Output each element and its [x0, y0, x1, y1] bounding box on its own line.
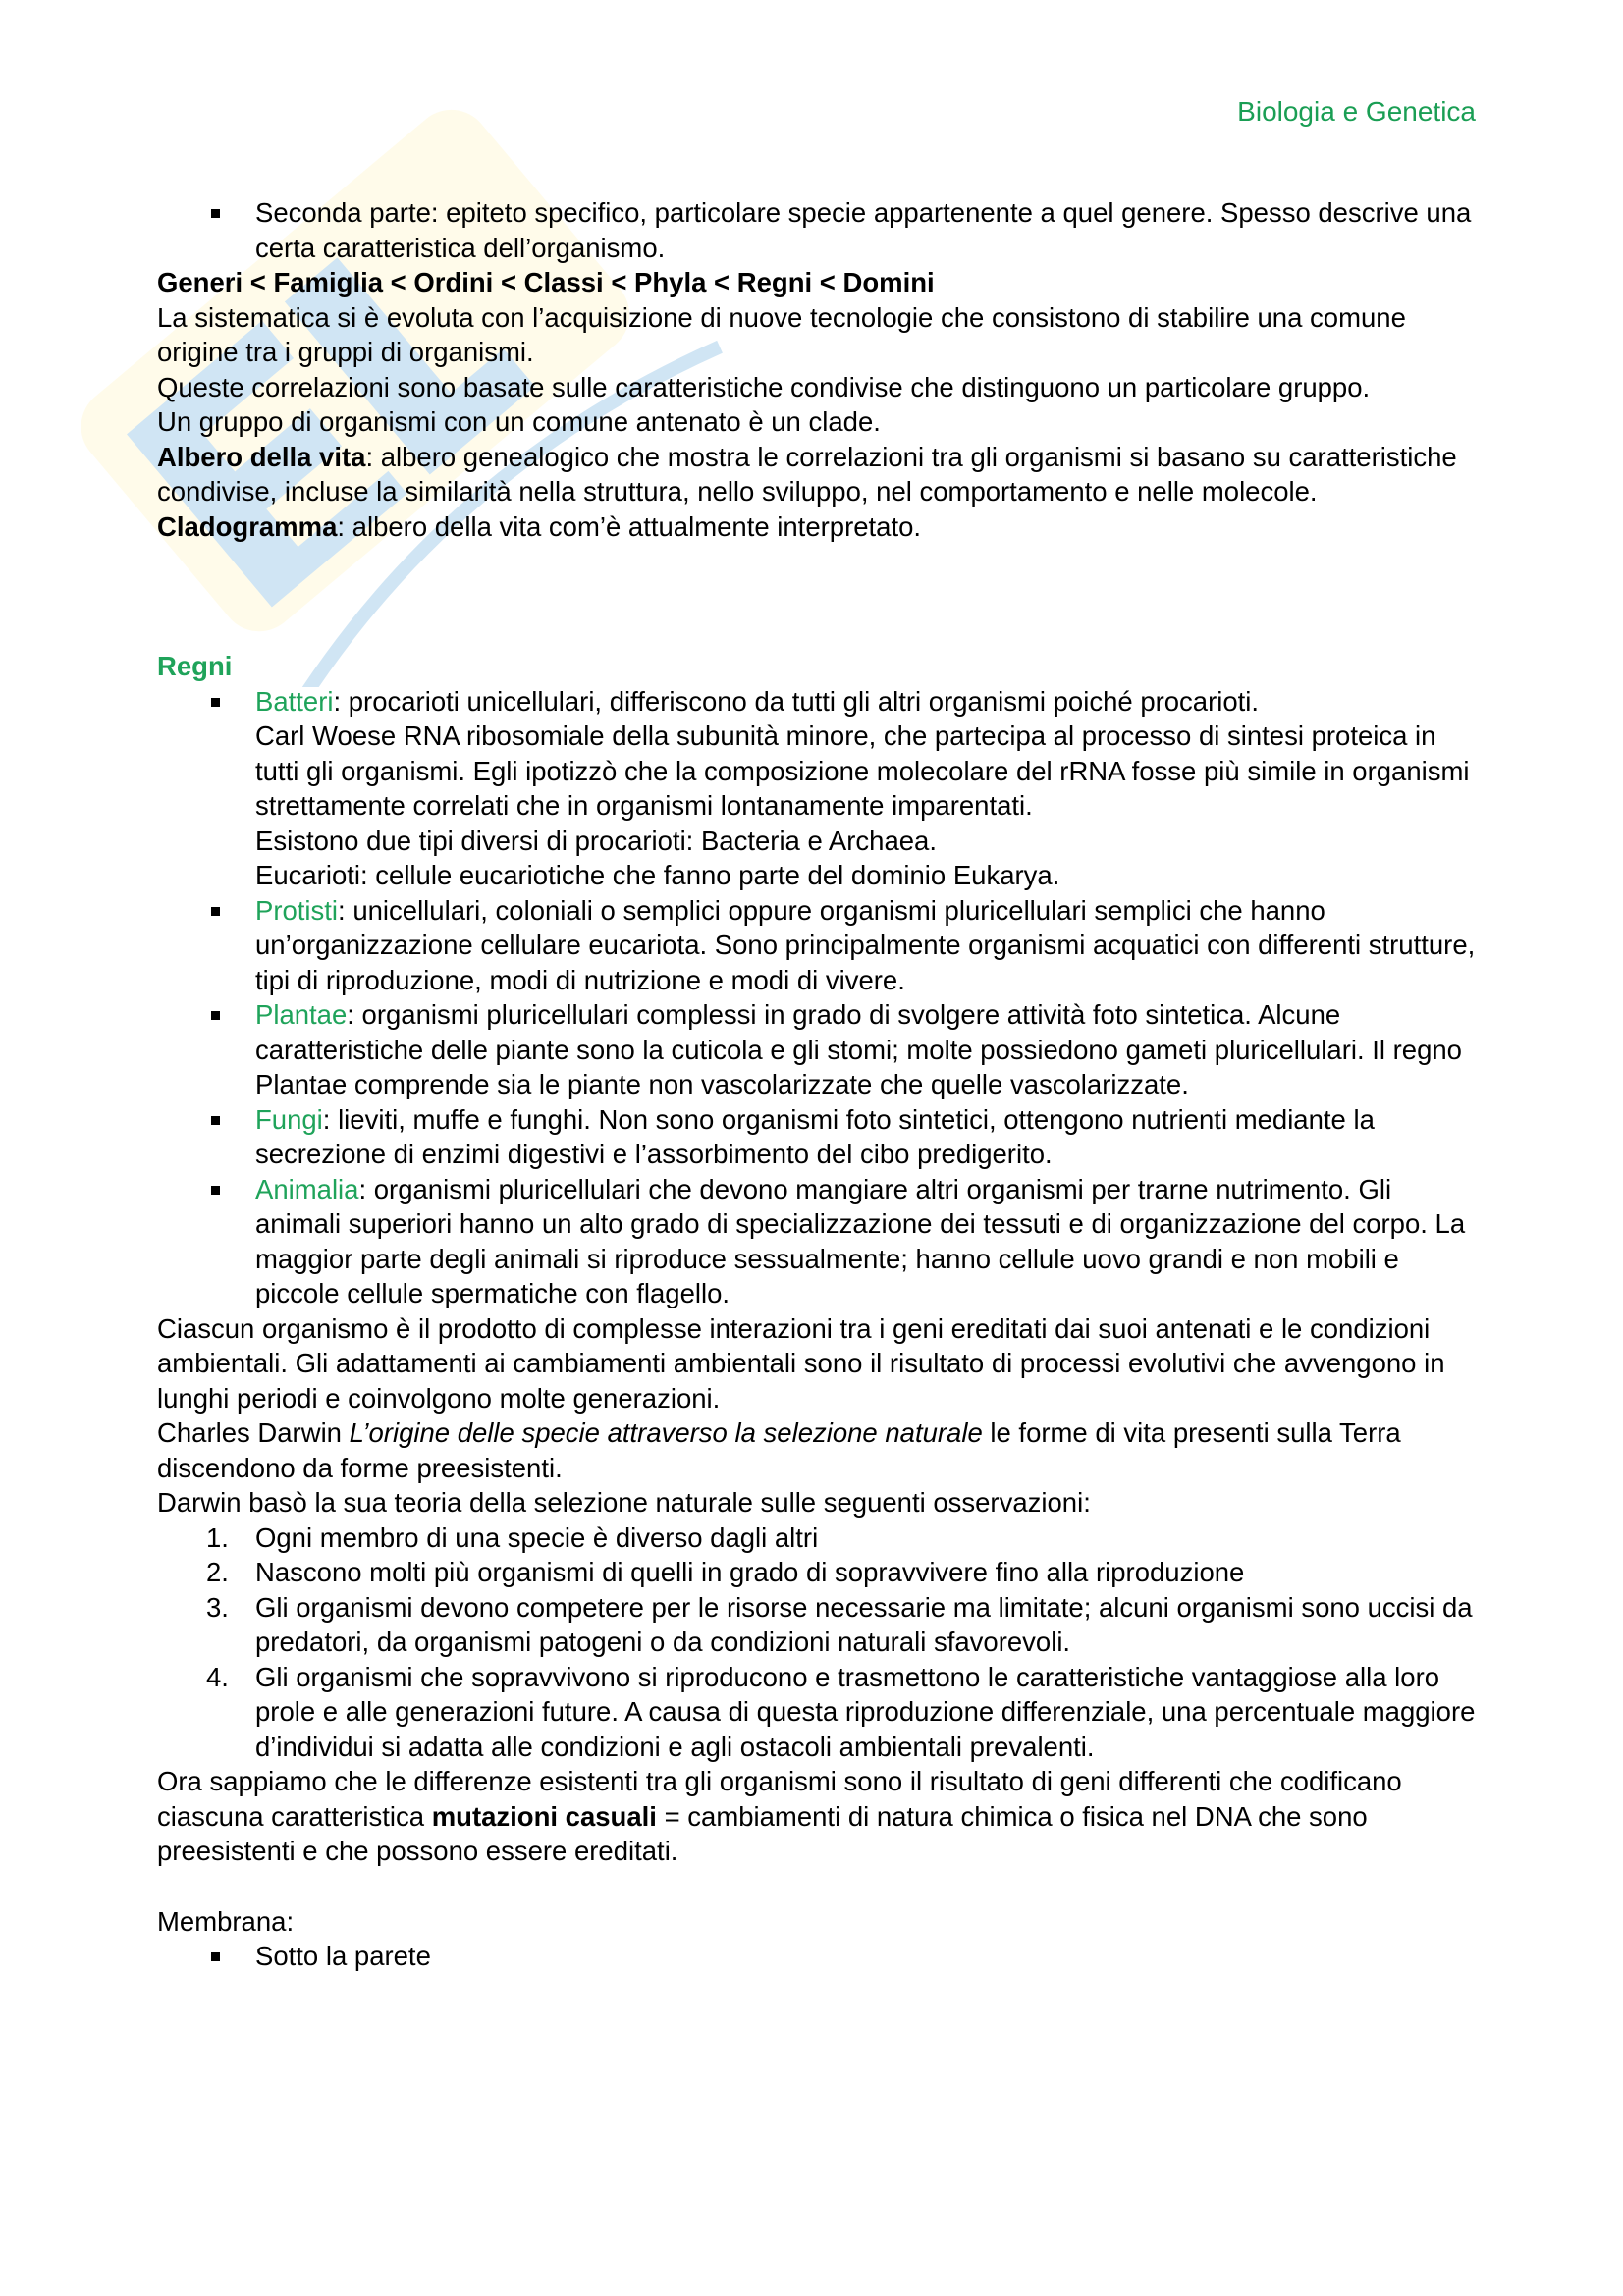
paragraph: Darwin basò la sua teoria della selezione naturale sulle seguenti osservazioni:: [157, 1487, 1091, 1518]
albero-definition: [157, 440, 1483, 509]
item-number: 4.: [206, 1661, 229, 1692]
list-item: [206, 1590, 1483, 1660]
note-line: Eucarioti: cellule eucariotiche che fanno parte del dominio Eukarya.: [255, 860, 1060, 890]
list-item: [206, 1521, 1483, 1556]
list-item: [255, 1102, 1483, 1172]
mutations-paragraph: [157, 1764, 1483, 1869]
list-item: Sotto la parete: [255, 1939, 1483, 1974]
item-text: Gli organismi devono competere per le risorse necessarie ma limitate; alcuni organismi sono uccisi da predatori, da organismi patogeni o da condizioni naturali sfavorevoli.: [255, 1591, 1473, 1657]
section-heading-regni: Regni: [157, 651, 233, 681]
kingdom-description: : unicellulari, coloniali o semplici oppure organismi pluricellulari semplici che hanno un’organizzazione cellulare eucariota. Sono principalmente organismi acquatici con differenti strutture, tipi di riproduzione, modi di nutrizione e modi di vivere.: [255, 894, 1476, 995]
item-number: 2.: [206, 1557, 229, 1587]
item-text: Ogni membro di una specie è diverso dagli altri: [255, 1522, 819, 1553]
kingdom-description: : organismi pluricellulari complessi in grado di svolgere attività foto sintetica. Alcune caratteristiche delle piante sono la cuticola e gli stomi; molte possiedono gameti pluricellulari. Il regno Plantae comprende sia le piante non vascolarizzate che quelle vascolarizzate.: [255, 999, 1462, 1099]
list-item: [255, 1172, 1483, 1311]
item-number: 1.: [206, 1522, 229, 1553]
list-item: [255, 893, 1483, 998]
kingdom-name: Animalia: [255, 1173, 359, 1204]
list-item: [206, 1555, 1483, 1590]
list-item: [255, 684, 1483, 893]
kingdom-description: : lieviti, muffe e funghi. Non sono organismi foto sintetici, ottengono nutrienti mediante la secrezione di enzimi digestivi e l’assorbimento del cibo predigerito.: [255, 1103, 1375, 1169]
paragraph: Un gruppo di organismi con un comune antenato è un clade.: [157, 406, 881, 437]
regni-list: [157, 684, 1483, 1311]
kingdom-name: Protisti: [255, 894, 339, 926]
list-item: [255, 997, 1483, 1102]
kingdom-name: Fungi: [255, 1103, 323, 1135]
term: Albero della vita: [157, 441, 366, 472]
bold-term: mutazioni casuali: [431, 1800, 657, 1832]
note-line: Carl Woese RNA ribosomiale della subunità minore, che partecipa al processo di sintesi proteica in tutti gli organismi. Egli ipotizzò che la composizione molecolare del rRNA fosse più simile in organismi strettamente correlati che in organismi lontanamente imparentati.: [255, 721, 1470, 821]
kingdom-description: : organismi pluricellulari che devono mangiare altri organismi per trarne nutrimento. Gli animali superiori hanno un alto grado di specializzazione dei tessuti e di organizzazione del corpo. La maggior parte degli animali si riproduce sessualmente; hanno cellule uovo grandi e non mobili e piccole cellule spermatiche con flagello.: [255, 1173, 1466, 1308]
list-item: Seconda parte: epiteto specifico, particolare specie appartenente a quel genere. Spesso descrive una certa caratteristica dell’organismo.: [255, 195, 1483, 265]
term: Cladogramma: [157, 510, 338, 542]
definition: : albero genealogico che mostra le correlazioni tra gli organismi si basano su caratteristiche condivise, incluse la similarità nella struttura, nello sviluppo, nel comportamento e nelle molecole.: [157, 441, 1457, 507]
membrana-list: [157, 1939, 1483, 1974]
header-title: Biologia e Genetica: [1237, 96, 1476, 127]
observations-list: [157, 1521, 1483, 1765]
item-text: Nascono molti più organismi di quelli in grado di sopravvivere fino alla riproduzione: [255, 1557, 1245, 1587]
item-number: 3.: [206, 1591, 229, 1623]
text-before: Ora sappiamo che le differenze esistenti tra gli organismi sono il risultato di geni differenti che codificano ciascuna caratteristica: [157, 1766, 1402, 1832]
item-text: Gli organismi che sopravvivono si riproducono e trasmettono le caratteristiche vantaggiose alla loro prole e alle generazioni future. A causa di questa riproduzione differenziale, una percentuale maggiore d’individui si adatta alle condizioni e agli ostacoli ambientali prevalenti.: [255, 1661, 1476, 1762]
text-after: = cambiamenti di natura chimica o fisica nel DNA che sono preesistenti e che possono essere ereditati.: [157, 1800, 1368, 1866]
darwin-prefix: Charles Darwin: [157, 1417, 350, 1448]
definition: : albero della vita com’è attualmente interpretato.: [337, 510, 922, 542]
darwin-paragraph: [157, 1415, 1483, 1485]
paragraph: Ciascun organismo è il prodotto di complesse interazioni tra i geni ereditati dai suoi antenati e le condizioni ambientali. Gli adattamenti ai cambiamenti ambientali sono il risultato di processi evolutivi che avvengono in lunghi periodi e coinvolgono molte generazioni.: [157, 1312, 1445, 1414]
kingdom-name: Plantae: [255, 999, 348, 1030]
taxonomy-hierarchy: Generi < Famiglia < Ordini < Classi < Phyla < Regni < Domini: [157, 267, 935, 297]
darwin-suffix: le forme di vita presenti sulla Terra discendono da forme preesistenti.: [157, 1417, 1401, 1483]
cladogramma-definition: [157, 509, 1483, 545]
paragraph: Queste correlazioni sono basate sulle caratteristiche condivise che distinguono un particolare gruppo.: [157, 371, 1371, 402]
membrana-heading: Membrana:: [157, 1905, 295, 1937]
list-item: [206, 1660, 1483, 1765]
paragraph: La sistematica si è evoluta con l’acquisizione di nuove tecnologie che consistono di stabilire una comune origine tra i gruppi di organismi.: [157, 301, 1406, 367]
intro-list: [157, 195, 1483, 265]
document-body: [157, 195, 1483, 1974]
kingdom-description: : procarioti unicellulari, differiscono da tutti gli altri organismi poiché procarioti.: [333, 685, 1260, 717]
kingdom-name: Batteri: [255, 685, 334, 717]
book-title: L’origine delle specie attraverso la selezione naturale: [349, 1417, 983, 1448]
note-line: Esistono due tipi diversi di procarioti: Bacteria e Archaea.: [255, 825, 937, 856]
